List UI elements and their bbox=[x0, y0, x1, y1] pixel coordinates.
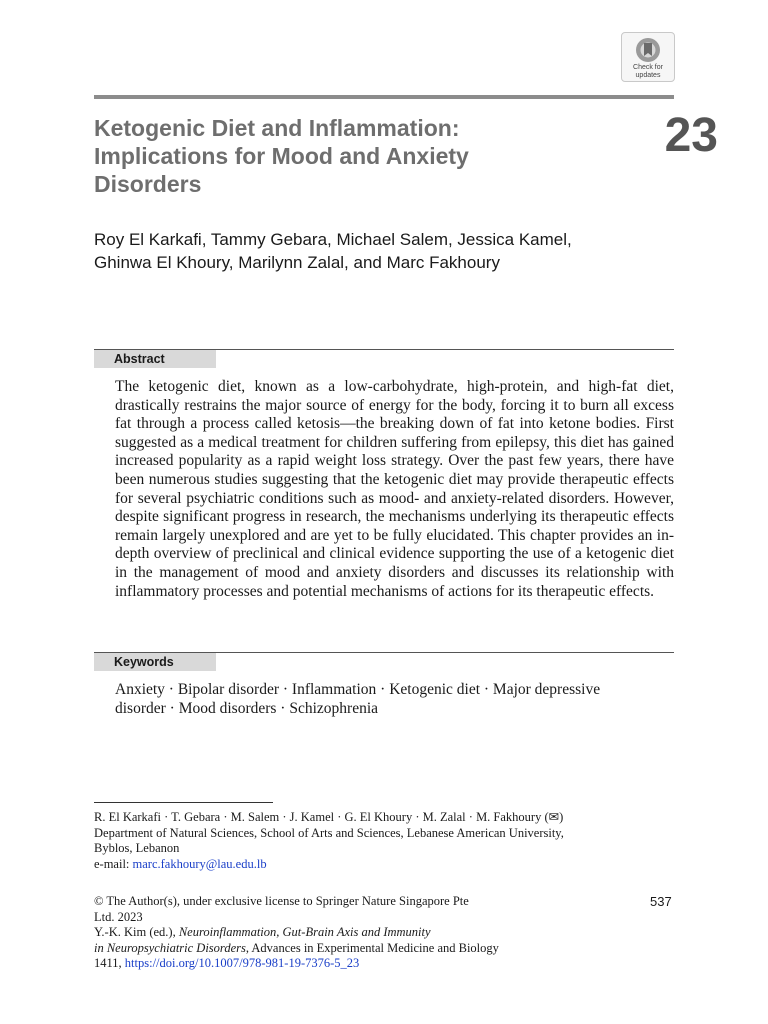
keywords-line-2: disorder · Mood disorders · Schizophrenia bbox=[115, 699, 379, 717]
volume-number: 1411, bbox=[94, 956, 125, 970]
email-link[interactable]: marc.fakhoury@lau.edu.lb bbox=[132, 856, 267, 871]
author-line-1: Roy El Karkafi, Tammy Gebara, Michael Salem, Jessica Kamel, bbox=[94, 230, 572, 249]
keywords-line-1: Anxiety · Bipolar disorder · Inflammation · Ketogenic diet · Major depressive bbox=[115, 681, 601, 698]
badge-label-line1: Check for bbox=[633, 64, 663, 71]
citation-line-3 bbox=[94, 956, 594, 972]
abstract-text: The ketogenic diet, known as a low-carbohydrate, high-protein, and high-fat diet, drastically restrains the major source of energy for the body, forcing it to burn all excess fat through a process called ketosis—the breaking down of fat into ketone bodies. First suggested as a medical treatment for children suffering from epilepsy, this diet has gained increased popularity as a rapid weight loss strategy. Over the past few years, there have been numerous studies suggesting that the ketogenic diet may provide therapeutic effects for several psychiatric conditions such as mood- and anxiety-related disorders. However, despite significant progress in research, the mechanisms underlying its therapeutic effects remain largely unexplored and are yet to be fully elucidated. This chapter provides an in-depth overview of preclinical and clinical evidence supporting the use of a ketogenic diet in the management of mood and anxiety disorders and discusses its relationship with inflammatory processes and potential mechanisms of actions for its therapeutic effects. bbox=[115, 378, 674, 600]
page-number: 537 bbox=[650, 894, 672, 909]
bookmark-check-icon bbox=[635, 37, 661, 63]
author-line-2: Ghinwa El Khoury, Marilynn Zalal, and Marc Fakhoury bbox=[94, 253, 500, 272]
header-rule bbox=[94, 95, 674, 99]
chapter-number: 23 bbox=[664, 109, 718, 162]
copyright-block bbox=[94, 894, 594, 972]
email-label: e-mail: bbox=[94, 856, 133, 871]
footnote-department: Department of Natural Sciences, School of Arts and Sciences, Lebanese American University, bbox=[94, 825, 564, 840]
copyright-line-1: © The Author(s), under exclusive license to Springer Nature Singapore Pte bbox=[94, 894, 469, 908]
footnote-location: Byblos, Lebanon bbox=[94, 841, 180, 855]
keywords-heading: Keywords bbox=[94, 653, 216, 671]
citation-line-1: Y.-K. Kim (ed.), Neuroinflammation, Gut-Brain Axis and Immunity bbox=[94, 925, 431, 939]
author-list bbox=[94, 228, 674, 274]
footnote-rule bbox=[94, 802, 273, 803]
badge-label-line2: updates bbox=[635, 72, 661, 79]
copyright-line-2: Ltd. 2023 bbox=[94, 909, 143, 924]
footnote-email-line bbox=[94, 857, 674, 873]
book-title-part-1: Neuroinflammation, Gut-Brain Axis and Immunity bbox=[178, 925, 431, 939]
series-name: , Advances in Experimental Medicine and Biology bbox=[245, 940, 499, 955]
check-for-updates-badge[interactable] bbox=[621, 32, 675, 82]
citation-line-2 bbox=[94, 941, 594, 957]
abstract-heading: Abstract bbox=[94, 350, 216, 368]
doi-link[interactable]: https://doi.org/10.1007/978-981-19-7376-5_23 bbox=[124, 956, 360, 970]
footnote-authors: R. El Karkafi · T. Gebara · M. Salem · J. Kamel · G. El Khoury · M. Zalal · M. Fakhoury (✉) bbox=[94, 810, 564, 824]
keywords-list bbox=[115, 681, 674, 718]
book-title-part-2: in Neuropsychiatric Disorders bbox=[94, 940, 246, 955]
chapter-title: Ketogenic Diet and Inflammation: Implications for Mood and Anxiety Disorders bbox=[94, 115, 469, 197]
author-affiliation-footnote bbox=[94, 810, 674, 872]
